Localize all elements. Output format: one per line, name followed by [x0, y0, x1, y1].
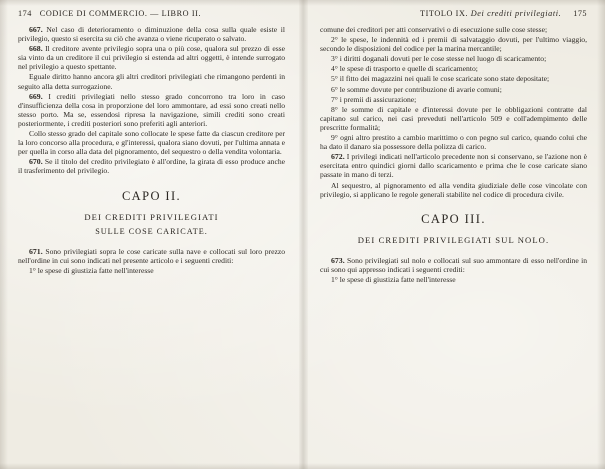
paragraph: [18, 266, 285, 275]
paragraph-text: Se il titolo del credito privilegiato è all'ordine, la girata di esso produce anche il trasferimento del privilegio.: [18, 157, 285, 176]
paragraph: [320, 35, 587, 53]
paragraph: [320, 275, 587, 284]
paragraph: [320, 25, 587, 34]
paragraph: [320, 152, 587, 179]
paragraph-text: Nel caso di deterioramento o diminuzione della cosa sulla quale esiste il privilegio, questo si esercita su ciò che avanza o viene ricuperato o salvato.: [18, 25, 285, 44]
paragraph: [320, 105, 587, 132]
article-number: 672.: [331, 152, 345, 162]
paragraph-text: I privilegi indicati nell'articolo precedente non si conservano, se l'azione non è esercitata entro quindici giorni dallo scaricamento e prima che le cose caricate siano passate in mano di terzi.: [320, 152, 588, 180]
chapter-subtitle-1: DEI CREDITI PRIVILEGIATI: [84, 211, 219, 222]
paragraph-text: Eguale diritto hanno ancora gli altri creditori privilegiati che rimangono perdenti in seguito alla detta surrogazione.: [18, 72, 285, 91]
article-number: 667.: [29, 25, 43, 34]
right-running-title-plain: TITOLO IX.: [420, 9, 471, 18]
paragraph-text: Il creditore avente privilegio sopra una o più cose, qualora sul prezzo di esse sia vinto da un creditore il cui privilegio si estenda ad altri oggetti, è intende surrogato nel privilegio a questo spettante.: [18, 44, 285, 72]
paragraph-text: 1° le spese di giustizia fatte nell'interesse: [29, 265, 154, 275]
paragraph: [320, 181, 587, 199]
paragraph-text: 5° il fitto dei magazzini nei quali le cose scaricate sono state depositate;: [331, 74, 550, 84]
paragraph-text: 7° i premii di assicurazione;: [331, 94, 417, 104]
right-running-title-italic: Dei crediti privilegiati.: [470, 9, 562, 18]
paragraph-text: 2° le spese, le indennità ed i premii di salvataggio dovuti, per l'ultimo viaggio, secondo le disposizioni del codice per la marina mercantile;: [320, 35, 587, 54]
chapter-subtitle-2: SULLE COSE CARICATE.: [95, 226, 208, 236]
article-number: 668.: [29, 44, 43, 54]
left-chapter-heading: [18, 189, 285, 236]
left-running-head: [18, 9, 285, 18]
article-number: 673.: [331, 255, 345, 265]
paragraph-text: Al sequestro, al pignoramento ed alla vendita giudiziale delle cose vincolate con privilegio, si applicano le regole generali stabilite nel codice di procedura civile.: [320, 180, 587, 199]
paragraph-text: Collo stesso grado del capitale sono collocate le spese fatte da ciascun creditore per la loro concorso alla procedura, e gl'interessi, qualora siano dovuti, per l'ultima annata e per quella in corso alla data del pignoramento, del sequestro o della vendita volontaria.: [18, 129, 285, 157]
paragraph: [320, 133, 587, 151]
chapter-title: CAPO II.: [121, 188, 182, 203]
chapter-subtitle-1: DEI CREDITI PRIVILEGIATI SUL NOLO.: [357, 234, 550, 245]
right-running-title: [420, 9, 561, 18]
paragraph-text: 4° le spese di trasporto e quelle di scaricamento;: [331, 64, 478, 74]
paragraph: [320, 74, 587, 83]
paragraph: [320, 95, 587, 104]
paragraph-text: Sono privilegiati sopra le cose caricate sulla nave e collocati sul loro prezzo nell'ordine in cui sono indicati nel presente articolo e i seguenti crediti:: [18, 246, 285, 265]
paragraph-text: 1° le spese di giustizia fatte nell'interesse: [331, 274, 456, 284]
paragraph-text: I crediti privilegiati nello stesso grado concorrono tra loro in caso d'insufficienza della cosa in proporzione del loro ammontare, ad essi sono creati nello stesso porto. Ma se, essendosi ripresa la navigazione, simili crediti sono creati posteriormente, i crediti posteriori sono preferiti agli anteriori.: [18, 91, 285, 128]
paragraph: [18, 72, 285, 90]
left-folio: 174: [18, 9, 32, 18]
paragraph: [18, 44, 285, 71]
paragraph: [18, 129, 285, 156]
right-running-head: [320, 9, 587, 18]
paragraph-text: 3° i diritti doganali dovuti per le cose stesse nel luogo di scaricamento;: [331, 54, 547, 64]
right-folio: 175: [573, 9, 587, 18]
article-number: 669.: [29, 91, 43, 101]
paragraph-text: Sono privilegiati sul nolo e collocati sul suo ammontare di esso nell'ordine in cui sono qui appresso indicati i seguenti crediti:: [320, 255, 587, 274]
paragraph: [320, 54, 587, 63]
article-number: 671.: [29, 246, 43, 256]
left-page: [4, 0, 299, 469]
paragraph-text: 6° le somme dovute per contribuzione di avarie comuni;: [331, 84, 502, 94]
paragraph-text: 8° le somme di capitale e d'interessi dovute per le obbligazioni contratte dal capitano sul carico, nei casi preveduti nell'articolo 509 e coll'adempimento delle prescritte formalità;: [320, 104, 587, 132]
paragraph: [320, 64, 587, 73]
paragraph: [18, 247, 285, 265]
paragraph-text: 9° ogni altro prestito a cambio marittimo o con pegno sul carico, quando colui che ha dato il danaro sia possessore della polizza di carico.: [320, 133, 587, 152]
paragraph-text: comune dei creditori per atti conservativi o di esecuzione sulle cose stesse;: [320, 25, 548, 34]
article-number: 670.: [29, 157, 43, 167]
chapter-title: CAPO III.: [421, 211, 486, 226]
paragraph: [18, 92, 285, 128]
paragraph: [320, 85, 587, 94]
paragraph: [18, 157, 285, 175]
right-chapter-heading: [320, 212, 587, 245]
paragraph: [320, 256, 587, 274]
paragraph: [18, 25, 285, 43]
left-running-title: CODICE DI COMMERCIO. — LIBRO II.: [39, 9, 202, 18]
right-page: [306, 0, 601, 469]
